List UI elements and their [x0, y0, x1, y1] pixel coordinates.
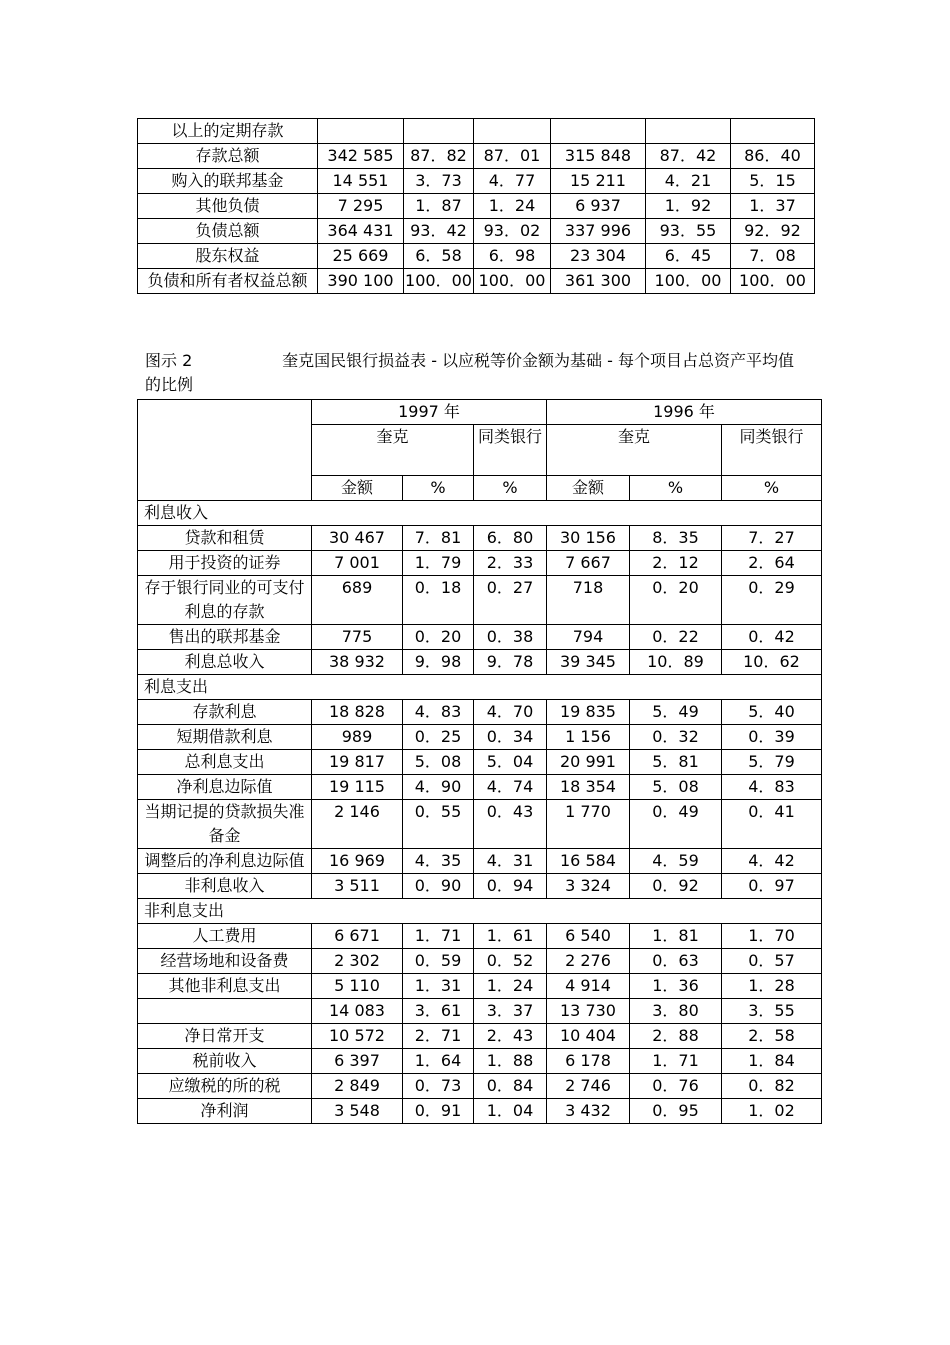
table-cell: 1．28 — [722, 974, 822, 999]
table-cell: 0．29 — [722, 576, 822, 625]
table-cell: 6 540 — [547, 924, 630, 949]
table-cell — [404, 119, 474, 144]
table-cell — [318, 119, 404, 144]
row-label: 存款总额 — [138, 144, 318, 169]
table-cell: 4．83 — [403, 700, 474, 725]
table-cell: 5．04 — [474, 750, 547, 775]
table-cell: 4 914 — [547, 974, 630, 999]
table-cell: 337 996 — [551, 219, 646, 244]
table-cell: 2．12 — [630, 551, 722, 576]
table-cell: 100．00 — [646, 269, 731, 294]
table-cell: 4．70 — [474, 700, 547, 725]
amount-1997-header: 金额 — [312, 476, 403, 501]
table-cell: 87．01 — [474, 144, 551, 169]
table-cell: 4．74 — [474, 775, 547, 800]
table-cell: 7．08 — [731, 244, 815, 269]
row-label: 短期借款利息 — [138, 725, 312, 750]
table-cell — [474, 119, 551, 144]
table-cell: 1．81 — [630, 924, 722, 949]
row-label: 应缴税的所的税 — [138, 1074, 312, 1099]
row-label: 购入的联邦基金 — [138, 169, 318, 194]
table-row — [138, 169, 815, 194]
table-cell: 1．02 — [722, 1099, 822, 1124]
table-cell: 100．00 — [474, 269, 551, 294]
table-cell: 1．36 — [630, 974, 722, 999]
peer-1996-header: 同类银行 — [722, 425, 822, 476]
table-row — [138, 269, 815, 294]
table-cell: 19 115 — [312, 775, 403, 800]
table-cell: 0．22 — [630, 625, 722, 650]
table-cell: 15 211 — [551, 169, 646, 194]
table-cell: 1．61 — [474, 924, 547, 949]
table-cell: 4．31 — [474, 849, 547, 874]
peer-pct-1996-header: % — [722, 476, 822, 501]
row-label: 净日常开支 — [138, 1024, 312, 1049]
table-cell: 3．80 — [630, 999, 722, 1024]
figure-caption — [145, 349, 805, 397]
table-cell: 19 835 — [547, 700, 630, 725]
table-cell: 4．35 — [403, 849, 474, 874]
table-row — [138, 1024, 822, 1049]
caption-label: 图示 — [145, 351, 178, 370]
table-cell: 2．58 — [722, 1024, 822, 1049]
table-cell: 4．42 — [722, 849, 822, 874]
balance-sheet-table — [137, 118, 815, 294]
table-cell: 19 817 — [312, 750, 403, 775]
table-cell: 23 304 — [551, 244, 646, 269]
table-cell: 1．04 — [474, 1099, 547, 1124]
table-cell: 0．18 — [403, 576, 474, 625]
row-label: 售出的联邦基金 — [138, 625, 312, 650]
row-label: 存款利息 — [138, 700, 312, 725]
table-cell: 30 467 — [312, 526, 403, 551]
table-cell: 0．49 — [630, 800, 722, 849]
table-cell: 5．08 — [403, 750, 474, 775]
caption-text: 奎克国民银行损益表 - 以应税等价金额为基础 - 每个项目占总资产平均值的比例 — [145, 351, 795, 394]
row-label: 股东权益 — [138, 244, 318, 269]
table-cell: 775 — [312, 625, 403, 650]
caption-number: 2 — [182, 351, 193, 370]
table-cell: 3．55 — [722, 999, 822, 1024]
table-cell: 0．43 — [474, 800, 547, 849]
table-row — [138, 144, 815, 169]
table-row — [138, 650, 822, 675]
table-cell: 718 — [547, 576, 630, 625]
table-row — [138, 924, 822, 949]
table-row — [138, 750, 822, 775]
table-cell: 989 — [312, 725, 403, 750]
table-row — [138, 775, 822, 800]
table-cell: 2．33 — [474, 551, 547, 576]
table-cell: 18 828 — [312, 700, 403, 725]
income-statement-table — [137, 399, 822, 1124]
amount-1996-header: 金额 — [547, 476, 630, 501]
table-cell: 3 548 — [312, 1099, 403, 1124]
row-label: 贷款和租赁 — [138, 526, 312, 551]
table-row — [138, 974, 822, 999]
table-cell: 38 932 — [312, 650, 403, 675]
quaker-1997-header: 奎克 — [312, 425, 474, 476]
table-cell: 1 770 — [547, 800, 630, 849]
table-row — [138, 849, 822, 874]
table-cell: 2．88 — [630, 1024, 722, 1049]
table-cell: 6 937 — [551, 194, 646, 219]
section-title: 非利息支出 — [138, 899, 822, 924]
section-title: 利息收入 — [138, 501, 822, 526]
table-cell: 2 276 — [547, 949, 630, 974]
row-label: 其他负债 — [138, 194, 318, 219]
table-cell: 2 302 — [312, 949, 403, 974]
section-header-row — [138, 501, 822, 526]
table-cell: 0．92 — [630, 874, 722, 899]
table-cell: 0．25 — [403, 725, 474, 750]
table-cell: 1．64 — [403, 1049, 474, 1074]
table-cell: 93．55 — [646, 219, 731, 244]
table-cell: 0．38 — [474, 625, 547, 650]
table-cell: 6．80 — [474, 526, 547, 551]
table-row — [138, 219, 815, 244]
table-cell: 1．37 — [731, 194, 815, 219]
table-cell: 1．84 — [722, 1049, 822, 1074]
table-cell: 5．49 — [630, 700, 722, 725]
table-row — [138, 874, 822, 899]
table-cell: 1．88 — [474, 1049, 547, 1074]
table-row — [138, 576, 822, 625]
table-cell: 20 991 — [547, 750, 630, 775]
table-cell: 10．62 — [722, 650, 822, 675]
table-cell: 10 404 — [547, 1024, 630, 1049]
section-title: 利息支出 — [138, 675, 822, 700]
table-cell: 689 — [312, 576, 403, 625]
table-cell: 0．73 — [403, 1074, 474, 1099]
table-cell: 1．71 — [403, 924, 474, 949]
table-cell: 4．90 — [403, 775, 474, 800]
table-cell: 0．55 — [403, 800, 474, 849]
table-cell: 7 295 — [318, 194, 404, 219]
table-row — [138, 700, 822, 725]
table-cell: 16 584 — [547, 849, 630, 874]
table-row — [138, 119, 815, 144]
table-cell: 3．37 — [474, 999, 547, 1024]
table-cell: 93．42 — [404, 219, 474, 244]
row-label: 总利息支出 — [138, 750, 312, 775]
quaker-1996-header: 奎克 — [547, 425, 722, 476]
table-cell: 0．82 — [722, 1074, 822, 1099]
table-cell: 0．76 — [630, 1074, 722, 1099]
row-label: 以上的定期存款 — [138, 119, 318, 144]
section-header-row — [138, 675, 822, 700]
table-cell: 9．98 — [403, 650, 474, 675]
table-row — [138, 551, 822, 576]
table-cell: 1．24 — [474, 974, 547, 999]
table-cell: 39 345 — [547, 650, 630, 675]
table-cell: 3 324 — [547, 874, 630, 899]
table-cell: 14 083 — [312, 999, 403, 1024]
table-cell: 342 585 — [318, 144, 404, 169]
table-cell — [646, 119, 731, 144]
table-cell: 10．89 — [630, 650, 722, 675]
table-cell: 4．59 — [630, 849, 722, 874]
row-label: 经营场地和设备费 — [138, 949, 312, 974]
table-cell: 390 100 — [318, 269, 404, 294]
table-cell: 30 156 — [547, 526, 630, 551]
table-cell: 16 969 — [312, 849, 403, 874]
table-row — [138, 244, 815, 269]
table-cell: 5．81 — [630, 750, 722, 775]
table-cell: 18 354 — [547, 775, 630, 800]
table-row — [138, 625, 822, 650]
table-cell: 7．81 — [403, 526, 474, 551]
row-label: 其他非利息支出 — [138, 974, 312, 999]
table-cell: 0．57 — [722, 949, 822, 974]
table-cell: 86．40 — [731, 144, 815, 169]
table-cell: 87．42 — [646, 144, 731, 169]
table-cell: 4．21 — [646, 169, 731, 194]
table-cell: 2．64 — [722, 551, 822, 576]
table-row — [138, 999, 822, 1024]
table-cell: 1．71 — [630, 1049, 722, 1074]
table-cell: 5．08 — [630, 775, 722, 800]
peer-1997-header: 同类银行 — [474, 425, 547, 476]
table-cell: 0．59 — [403, 949, 474, 974]
row-label: 净利润 — [138, 1099, 312, 1124]
table-cell: 794 — [547, 625, 630, 650]
table-cell: 6 178 — [547, 1049, 630, 1074]
row-label — [138, 999, 312, 1024]
table-cell: 0．41 — [722, 800, 822, 849]
row-label: 用于投资的证券 — [138, 551, 312, 576]
table-cell: 1．24 — [474, 194, 551, 219]
table-cell: 0．20 — [630, 576, 722, 625]
table-cell — [731, 119, 815, 144]
table-row — [138, 1049, 822, 1074]
row-label: 利息总收入 — [138, 650, 312, 675]
table-cell: 100．00 — [404, 269, 474, 294]
table-row — [138, 949, 822, 974]
table-cell: 25 669 — [318, 244, 404, 269]
peer-pct-1997-header: % — [474, 476, 547, 501]
table-row — [138, 526, 822, 551]
table-cell: 0．63 — [630, 949, 722, 974]
table-cell: 0．52 — [474, 949, 547, 974]
table-cell: 0．32 — [630, 725, 722, 750]
table-cell: 5．40 — [722, 700, 822, 725]
table-row — [138, 800, 822, 849]
table-cell: 1．92 — [646, 194, 731, 219]
table-cell: 6．45 — [646, 244, 731, 269]
table-cell: 93．02 — [474, 219, 551, 244]
table-cell: 2 746 — [547, 1074, 630, 1099]
table-cell: 1．87 — [404, 194, 474, 219]
table-cell: 0．95 — [630, 1099, 722, 1124]
table-cell: 14 551 — [318, 169, 404, 194]
row-label: 存于银行同业的可支付利息的存款 — [138, 576, 312, 625]
table-cell: 0．94 — [474, 874, 547, 899]
table-cell: 5 110 — [312, 974, 403, 999]
pct-1997-header: % — [403, 476, 474, 501]
table-cell: 6 671 — [312, 924, 403, 949]
table-cell: 8．35 — [630, 526, 722, 551]
pct-1996-header: % — [630, 476, 722, 501]
table-cell: 100．00 — [731, 269, 815, 294]
row-label: 调整后的净利息边际值 — [138, 849, 312, 874]
table-cell: 1 156 — [547, 725, 630, 750]
table-cell: 3．73 — [404, 169, 474, 194]
table-cell: 3．61 — [403, 999, 474, 1024]
table-cell: 0．27 — [474, 576, 547, 625]
table-row — [138, 1099, 822, 1124]
section-header-row — [138, 899, 822, 924]
table-cell: 2 849 — [312, 1074, 403, 1099]
table-row — [138, 725, 822, 750]
table-cell: 2．43 — [474, 1024, 547, 1049]
table-cell: 6．98 — [474, 244, 551, 269]
table-cell: 0．42 — [722, 625, 822, 650]
table-cell: 9．78 — [474, 650, 547, 675]
table-cell: 0．84 — [474, 1074, 547, 1099]
table-cell: 1．79 — [403, 551, 474, 576]
table-cell: 315 848 — [551, 144, 646, 169]
table-cell: 6 397 — [312, 1049, 403, 1074]
table-cell: 0．90 — [403, 874, 474, 899]
table-cell: 364 431 — [318, 219, 404, 244]
row-label: 税前收入 — [138, 1049, 312, 1074]
table-cell: 92．92 — [731, 219, 815, 244]
table-cell: 5．15 — [731, 169, 815, 194]
table-cell: 6．58 — [404, 244, 474, 269]
table-cell: 4．83 — [722, 775, 822, 800]
table-cell: 5．79 — [722, 750, 822, 775]
row-label: 当期记提的贷款损失准备金 — [138, 800, 312, 849]
table-cell: 13 730 — [547, 999, 630, 1024]
table-cell: 1．31 — [403, 974, 474, 999]
year-1997-header: 1997 年 — [312, 400, 547, 425]
table-cell — [551, 119, 646, 144]
table-cell: 3 511 — [312, 874, 403, 899]
table-row — [138, 194, 815, 219]
table-cell: 2 146 — [312, 800, 403, 849]
table-cell: 0．91 — [403, 1099, 474, 1124]
table-cell: 2．71 — [403, 1024, 474, 1049]
table-cell: 1．70 — [722, 924, 822, 949]
table-cell: 10 572 — [312, 1024, 403, 1049]
row-label: 非利息收入 — [138, 874, 312, 899]
row-label: 净利息边际值 — [138, 775, 312, 800]
table-cell: 0．20 — [403, 625, 474, 650]
header-blank-cell — [138, 400, 312, 501]
table-cell: 87．82 — [404, 144, 474, 169]
table-cell: 4．77 — [474, 169, 551, 194]
table-cell: 7 667 — [547, 551, 630, 576]
row-label: 负债和所有者权益总额 — [138, 269, 318, 294]
table-cell: 3 432 — [547, 1099, 630, 1124]
row-label: 人工费用 — [138, 924, 312, 949]
table-row — [138, 1074, 822, 1099]
year-1996-header: 1996 年 — [547, 400, 822, 425]
row-label: 负债总额 — [138, 219, 318, 244]
table-cell: 0．39 — [722, 725, 822, 750]
table-cell: 361 300 — [551, 269, 646, 294]
table-cell: 0．34 — [474, 725, 547, 750]
table-cell: 7 001 — [312, 551, 403, 576]
table-cell: 7．27 — [722, 526, 822, 551]
table-cell: 0．97 — [722, 874, 822, 899]
